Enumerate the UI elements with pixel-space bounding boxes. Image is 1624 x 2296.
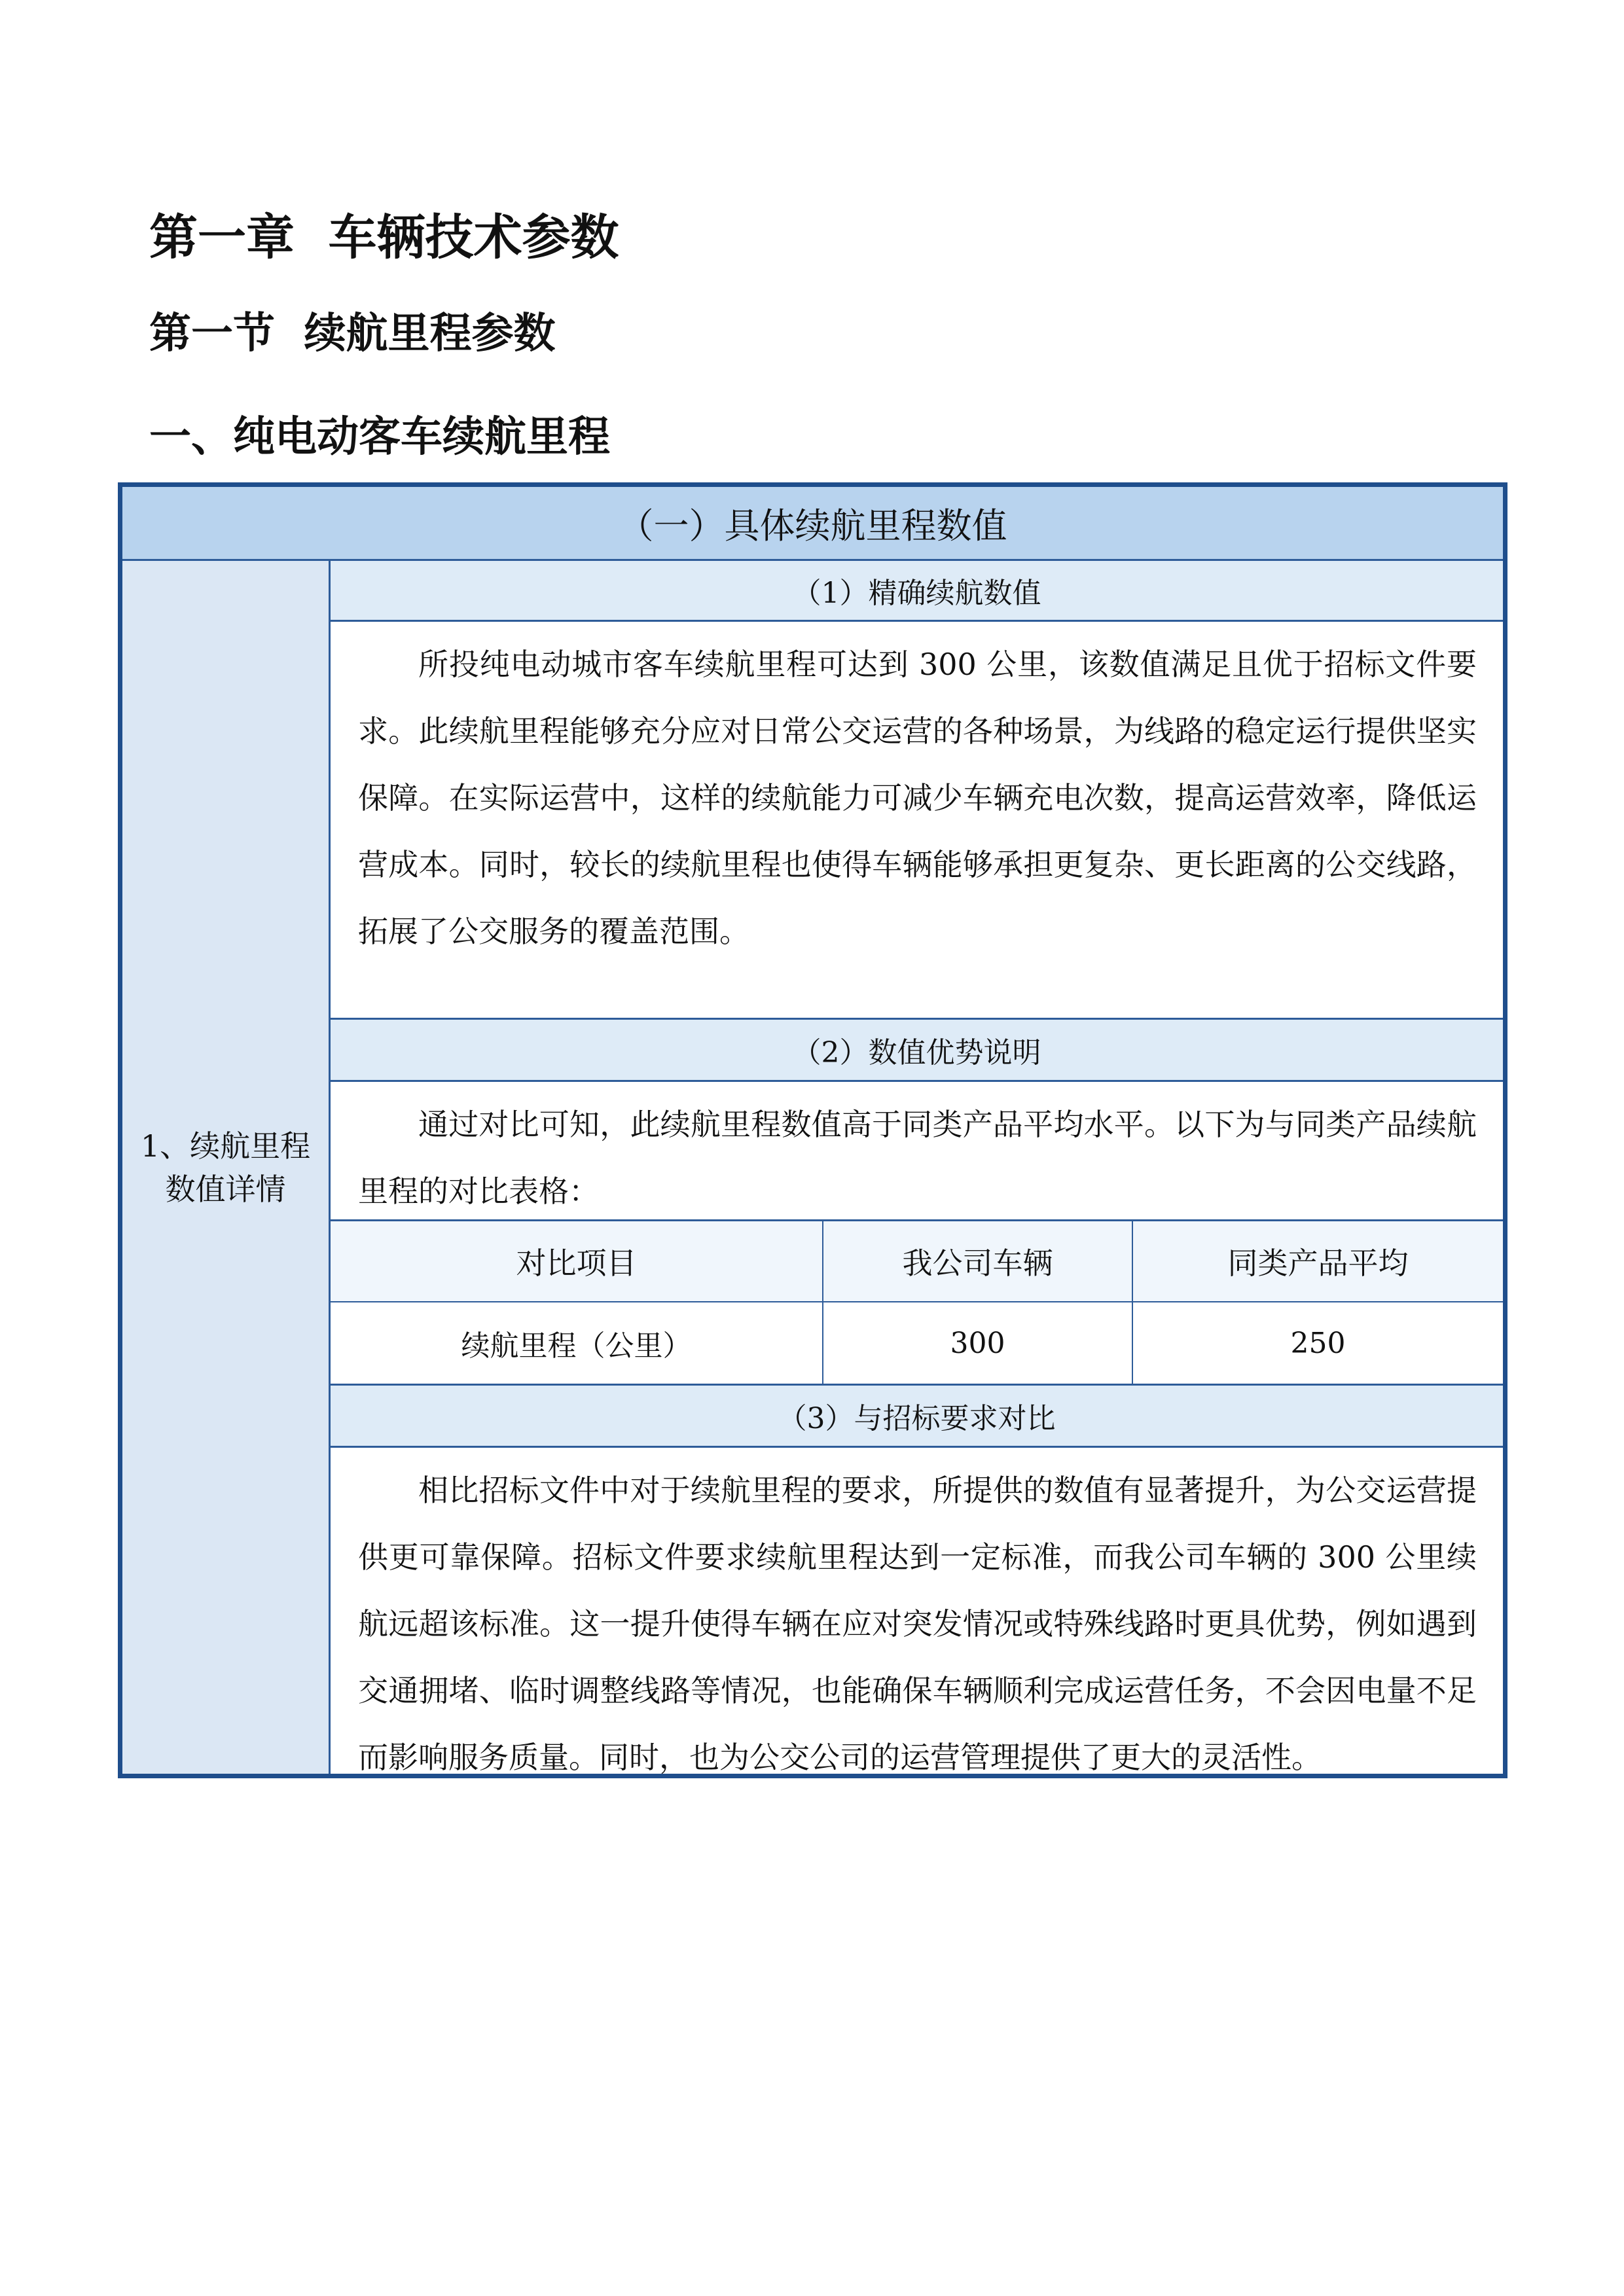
comparison-header-average-text: 同类产品平均 — [1227, 1246, 1409, 1281]
section-title: 第一节 续航里程参数 — [149, 310, 556, 358]
comparison-cell-ours — [823, 1302, 1132, 1384]
divider — [822, 1221, 823, 1384]
block-1-heading-text: （1）精确续航数值 — [792, 577, 1041, 610]
block-2-body — [331, 1082, 1503, 1219]
comparison-header-average — [1133, 1221, 1503, 1301]
block-3-paragraph: 相比招标文件中对于续航里程的要求，所提供的数值有显著提升，为公交运营提供更可靠保障。招标文件要求续航里程达到一定标准，而我公司车辆的 300 公里续航远超该标准。这一提升使得车辆在应对突发情况或特殊线路时更具优势，例如遇到交通拥堵、临时调整线路等情况，也能确保车辆顺利完成运营任务，不会因电量不足而影响服务质量。同时，也为公交公司的运营管理提供了更大的灵活性。 — [358, 1473, 1477, 1775]
comparison-cell-average-text: 250 — [1290, 1326, 1346, 1360]
table-main-heading — [122, 487, 1503, 559]
comparison-cell-item-text: 续航里程（公里） — [461, 1329, 692, 1363]
block-1-paragraph: 所投纯电动城市客车续航里程可达到 300 公里，该数值满足且优于招标文件要求。此续航里程能够充分应对日常公交运营的各种场景，为线路的稳定运行提供坚实保障。在实际运营中，这样的续航能力可减少车辆充电次数，提高运营效率，降低运营成本。同时，较长的续航里程也使得车辆能够承担更复杂、更长距离的公交线路，拓展了公交服务的覆盖范围。 — [358, 647, 1477, 949]
comparison-cell-ours-text: 300 — [950, 1326, 1005, 1360]
block-2-heading — [331, 1020, 1503, 1080]
block-1-heading — [331, 561, 1503, 620]
divider — [1132, 1221, 1133, 1384]
comparison-header-item-text: 对比项目 — [516, 1246, 637, 1281]
chapter-title: 第一章 车辆技术参数 — [149, 209, 619, 266]
table-left-label — [122, 561, 329, 1774]
comparison-cell-average — [1133, 1302, 1503, 1384]
block-2-heading-text: （2）数值优势说明 — [792, 1036, 1041, 1069]
block-3-heading — [331, 1386, 1503, 1446]
range-table — [118, 482, 1507, 1778]
table-left-label-text: 1、续航里程数值详情 — [140, 1128, 311, 1207]
comparison-cell-item — [331, 1302, 822, 1384]
table-main-heading-text: （一）具体续航里程数值 — [618, 505, 1007, 547]
block-3-heading-text: （3）与招标要求对比 — [778, 1402, 1056, 1435]
subsection-title: 一、纯电动客车续航里程 — [149, 413, 610, 461]
block-3-body — [331, 1448, 1503, 1774]
comparison-header-ours-text: 我公司车辆 — [902, 1246, 1053, 1281]
block-1-body — [331, 622, 1503, 1018]
comparison-header-ours — [823, 1221, 1132, 1301]
comparison-header-item — [331, 1221, 822, 1301]
block-2-paragraph: 通过对比可知，此续航里程数值高于同类产品平均水平。以下为与同类产品续航里程的对比表格： — [358, 1107, 1477, 1209]
